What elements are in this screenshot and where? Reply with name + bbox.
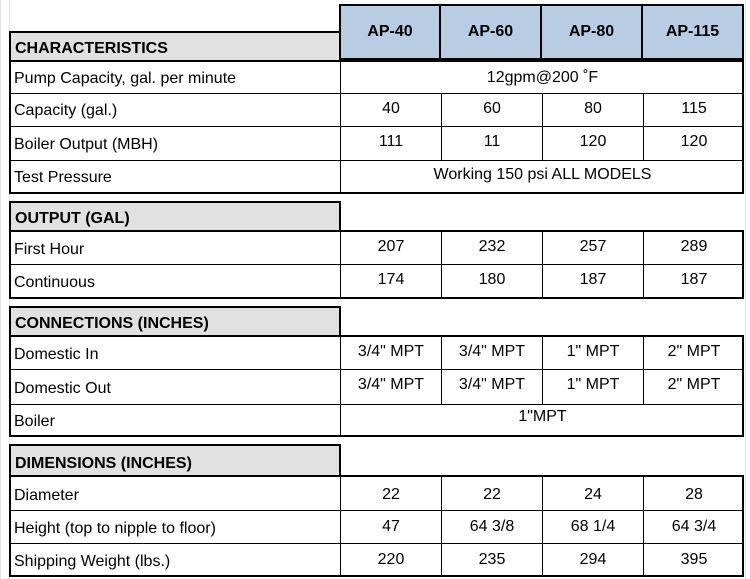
domestic-in-ap80: 1" MPT bbox=[566, 343, 620, 360]
diameter-ap115: 28 bbox=[685, 486, 703, 503]
domestic-out-ap115: 2" MPT bbox=[667, 376, 721, 393]
boiler-output-ap60: 11 bbox=[483, 133, 501, 150]
first-hour-ap115: 289 bbox=[680, 238, 708, 255]
height-ap60: 64 3/8 bbox=[469, 518, 515, 535]
row-label-pump-capacity: Pump Capacity, gal. per minute bbox=[14, 69, 237, 87]
domestic-in-ap40: 3/4" MPT bbox=[357, 343, 425, 360]
row-label-capacity: Capacity (gal.) bbox=[14, 102, 118, 119]
shipping-weight-ap80: 294 bbox=[579, 551, 607, 568]
first-hour-ap40: 207 bbox=[377, 238, 405, 255]
row-label-shipping-weight: Shipping Weight (lbs.) bbox=[14, 552, 171, 570]
first-hour-ap60: 232 bbox=[478, 238, 506, 255]
boiler-output-ap80: 120 bbox=[579, 133, 607, 150]
model-header-ap60: AP-60 bbox=[439, 4, 542, 60]
row-label-boiler: Boiler bbox=[14, 412, 55, 430]
shipping-weight-ap60: 235 bbox=[478, 551, 506, 568]
row-label-domestic-out: Domestic Out bbox=[14, 379, 111, 397]
domestic-out-ap60: 3/4" MPT bbox=[458, 376, 526, 393]
capacity-ap60: 60 bbox=[483, 100, 501, 117]
diameter-ap40: 22 bbox=[382, 486, 400, 503]
continuous-ap60: 180 bbox=[478, 271, 506, 288]
shipping-weight-ap115: 395 bbox=[680, 551, 708, 568]
section-output: OUTPUT (GAL) bbox=[9, 201, 341, 232]
test-pressure-value: Working 150 psi ALL MODELS bbox=[433, 165, 652, 183]
domestic-out-ap80: 1" MPT bbox=[566, 376, 620, 393]
height-ap80: 68 1/4 bbox=[570, 518, 616, 535]
boiler-output-ap115: 120 bbox=[680, 133, 708, 150]
section-characteristics: CHARACTERISTICS bbox=[9, 31, 341, 62]
capacity-ap115: 115 bbox=[681, 100, 707, 117]
row-label-height: Height (top to nipple to floor) bbox=[14, 519, 216, 537]
capacity-ap80: 80 bbox=[584, 100, 602, 117]
continuous-ap80: 187 bbox=[579, 271, 607, 288]
model-header-ap40: AP-40 bbox=[339, 4, 441, 60]
row-label-boiler-output: Boiler Output (MBH) bbox=[14, 135, 159, 153]
first-hour-ap80: 257 bbox=[579, 238, 607, 255]
section-connections: CONNECTIONS (INCHES) bbox=[9, 306, 341, 337]
capacity-ap40: 40 bbox=[382, 100, 400, 117]
diameter-ap80: 24 bbox=[584, 486, 602, 503]
continuous-ap40: 174 bbox=[377, 271, 405, 288]
model-header-ap115: AP-115 bbox=[641, 4, 744, 60]
domestic-in-ap60: 3/4" MPT bbox=[458, 343, 526, 360]
model-header-ap80: AP-80 bbox=[540, 4, 643, 60]
domestic-in-ap115: 2" MPT bbox=[667, 343, 721, 360]
row-label-test-pressure: Test Pressure bbox=[14, 169, 112, 186]
section-dimensions: DIMENSIONS (INCHES) bbox=[9, 444, 341, 477]
boiler-output-ap40: 111 bbox=[378, 133, 404, 150]
pump-capacity-value: 12gpm@200 ˚F bbox=[486, 68, 599, 86]
domestic-out-ap40: 3/4" MPT bbox=[357, 376, 425, 393]
height-ap115: 64 3/4 bbox=[671, 518, 717, 535]
continuous-ap115: 187 bbox=[680, 271, 708, 288]
boiler-connection-value: 1"MPT bbox=[518, 408, 567, 425]
row-label-diameter: Diameter bbox=[14, 486, 79, 504]
row-label-continuous: Continuous bbox=[14, 274, 95, 291]
diameter-ap60: 22 bbox=[483, 486, 501, 503]
shipping-weight-ap40: 220 bbox=[377, 551, 405, 568]
height-ap40: 47 bbox=[382, 518, 400, 535]
row-label-first-hour: First Hour bbox=[14, 240, 85, 258]
row-label-domestic-in: Domestic In bbox=[14, 345, 99, 363]
